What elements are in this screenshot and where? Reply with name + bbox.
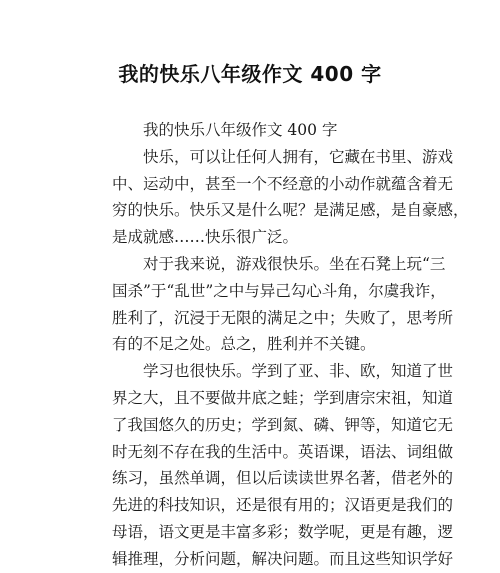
text-line: 有的不足之处。总之，胜利并不关键。 — [112, 335, 376, 354]
text-line: 母语，语文更是丰富多彩；数学呢，更是有趣，逻 — [112, 522, 454, 541]
text-line: 胜利了，沉浸于无限的满足之中；失败了，思考所 — [112, 308, 454, 327]
text-line: 学习也很快乐。学到了亚、非、欧，知道了世 — [143, 362, 454, 381]
document-title: 我的快乐八年级作文 400 字 — [118, 62, 382, 86]
text-line: 先进的科技知识，还是很有用的；汉语更是我们的 — [112, 496, 454, 515]
text-line: 界之大，且不要做井底之蛙；学到唐宗宋祖，知道 — [112, 388, 454, 407]
text-line: 穷的快乐。快乐又是什么呢？是满足感，是自豪感， — [112, 201, 469, 220]
text-line: 辑推理，分析问题，解决问题。而且这些知识学好 — [112, 549, 454, 568]
text-line: 国杀”于“乱世”之中与异己勾心斗角，尔虞我诈， — [112, 281, 446, 300]
text-line: 时无刻不存在我的生活中。英语课，语法、词组做 — [112, 442, 454, 461]
document-body — [112, 117, 469, 573]
text-line: 是成就感……快乐很广泛。 — [112, 228, 299, 247]
text-line: 快乐，可以让任何人拥有，它藏在书里、游戏 — [143, 147, 454, 166]
text-line: 练习，虽然单调，但以后读读世界名著，借老外的 — [112, 469, 454, 488]
text-line: 对于我来说，游戏很快乐。坐在石凳上玩“三 — [143, 254, 446, 273]
text-line: 中、运动中，甚至一个不经意的小动作就蕴含着无 — [112, 174, 454, 193]
text-line: 了我国悠久的历史；学到氮、磷、钾等，知道它无 — [112, 415, 454, 434]
text-line: 我的快乐八年级作文 400 字 — [143, 121, 338, 139]
